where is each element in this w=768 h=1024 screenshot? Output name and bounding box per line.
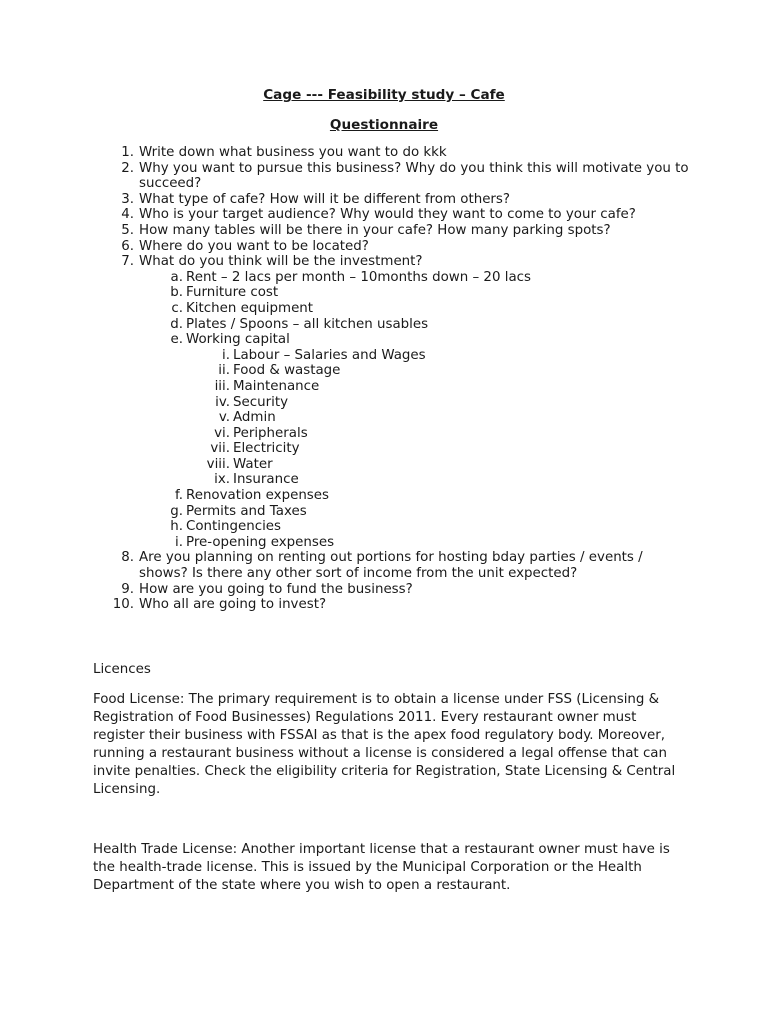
investment-text: Furniture cost: [186, 285, 279, 301]
investment-text: Contingencies: [186, 519, 282, 535]
working-capital-text: Maintenance: [233, 378, 320, 394]
investment-item: [139, 285, 690, 301]
investment-text: Kitchen equipment: [186, 300, 314, 316]
question-number: 10.: [112, 597, 134, 613]
question-item: [100, 145, 690, 161]
working-capital-numeral: iv.: [215, 394, 230, 410]
question-item: [100, 223, 690, 239]
question-item: [100, 207, 690, 223]
working-capital-numeral: viii.: [206, 456, 230, 472]
working-capital-text: Labour – Salaries and Wages: [233, 347, 426, 363]
working-capital-text: Water: [233, 456, 273, 472]
investment-item: [139, 519, 690, 535]
question-number: 8.: [121, 550, 134, 566]
investment-text: Rent – 2 lacs per month – 10months down – 20 lacs: [186, 269, 531, 285]
question-text: Why you want to pursue this business? Why do you think this will motivate you to succeed?: [139, 160, 689, 192]
working-capital-item: [186, 379, 690, 395]
question-item: [100, 192, 690, 208]
health-license-paragraph: Health Trade License: Another important license that a restaurant owner must have is the health-trade license. This is issued by the Municipal Corporation or the Health Department of the state where you wish to open a restaurant.: [93, 842, 670, 893]
question-text: Who is your target audience? Why would they want to come to your cafe?: [139, 207, 636, 223]
document-subtitle: Questionnaire: [329, 117, 439, 133]
working-capital-numeral: iii.: [214, 378, 230, 394]
working-capital-numeral: ix.: [214, 472, 230, 488]
working-capital-item: [186, 363, 690, 379]
investment-letter: e.: [170, 332, 183, 348]
question-item: [100, 161, 690, 192]
question-text: Who all are going to invest?: [139, 597, 327, 613]
question-number: 5.: [121, 222, 134, 238]
question-text: Where do you want to be located?: [139, 238, 369, 254]
working-capital-list: [186, 348, 690, 488]
working-capital-item: [186, 457, 690, 473]
working-capital-text: Food & wastage: [233, 363, 341, 379]
investment-text: Pre-opening expenses: [186, 534, 335, 550]
question-number: 3.: [121, 191, 134, 207]
investment-item: [139, 270, 690, 286]
document-title: Cage --- Feasibility study – Cafe: [263, 87, 505, 103]
investment-text: Permits and Taxes: [186, 503, 307, 519]
licences-heading: Licences: [93, 662, 151, 677]
food-license-paragraph: Food License: The primary requirement is to obtain a license under FSS (Licensing & Registration of Food Businesses) Regulations 2011. Every restaurant owner must register their business with FSSAI as that is the apex food regulatory body. Moreover, running a restaurant business without a license is considered a legal offense that can invite penalties. Check the eligibility criteria for Registration, State Licensing & Central Licensing.: [93, 692, 676, 797]
investment-list: [139, 270, 690, 551]
investment-letter: c.: [171, 300, 183, 316]
question-item: [100, 239, 690, 255]
working-capital-numeral: i.: [222, 347, 230, 363]
investment-letter: g.: [170, 503, 183, 519]
working-capital-item: [186, 395, 690, 411]
question-number: 6.: [121, 238, 134, 254]
working-capital-item: [186, 472, 690, 488]
working-capital-text: Admin: [233, 410, 276, 426]
working-capital-text: Peripherals: [233, 425, 308, 441]
working-capital-text: Insurance: [233, 472, 299, 488]
question-text: What do you think will be the investment?: [139, 254, 423, 270]
investment-letter: a.: [170, 269, 183, 285]
working-capital-text: Security: [233, 394, 288, 410]
investment-letter: i.: [175, 534, 183, 550]
investment-item: [139, 504, 690, 520]
working-capital-numeral: vi.: [214, 425, 230, 441]
working-capital-numeral: v.: [218, 410, 230, 426]
question-number: 2.: [121, 160, 134, 176]
question-number: 7.: [121, 254, 134, 270]
question-number: 1.: [121, 145, 134, 160]
investment-item: [139, 535, 690, 551]
question-text: How many tables will be there in your cafe? How many parking spots?: [139, 222, 611, 238]
question-item: [100, 582, 690, 598]
working-capital-item: [186, 441, 690, 457]
question-text: Are you planning on renting out portions for hosting bday parties / events / shows? Is there any other sort of income from the unit expected?: [139, 550, 643, 582]
question-number: 4.: [121, 207, 134, 223]
working-capital-item: [186, 426, 690, 442]
investment-letter: h.: [170, 519, 183, 535]
question-text: What type of cafe? How will it be different from others?: [139, 191, 511, 207]
investment-letter: f.: [175, 488, 183, 504]
investment-item: [139, 488, 690, 504]
working-capital-text: Electricity: [233, 441, 300, 457]
investment-item: [139, 317, 690, 333]
question-text: How are you going to fund the business?: [139, 581, 413, 597]
working-capital-numeral: ii.: [218, 363, 230, 379]
investment-item: [139, 301, 690, 317]
investment-letter: d.: [170, 316, 183, 332]
investment-item: [139, 332, 690, 488]
question-number: 9.: [121, 581, 134, 597]
question-item: [100, 254, 690, 550]
investment-text: Working capital: [186, 332, 290, 348]
working-capital-item: [186, 348, 690, 364]
working-capital-item: [186, 410, 690, 426]
question-item: [100, 597, 690, 613]
investment-letter: b.: [170, 285, 183, 301]
investment-text: Renovation expenses: [186, 488, 330, 504]
investment-text: Plates / Spoons – all kitchen usables: [186, 316, 429, 332]
question-item: [100, 550, 690, 581]
working-capital-numeral: vii.: [210, 441, 230, 457]
question-text: Write down what business you want to do kkk: [139, 145, 447, 160]
questionnaire-list: [100, 145, 690, 613]
